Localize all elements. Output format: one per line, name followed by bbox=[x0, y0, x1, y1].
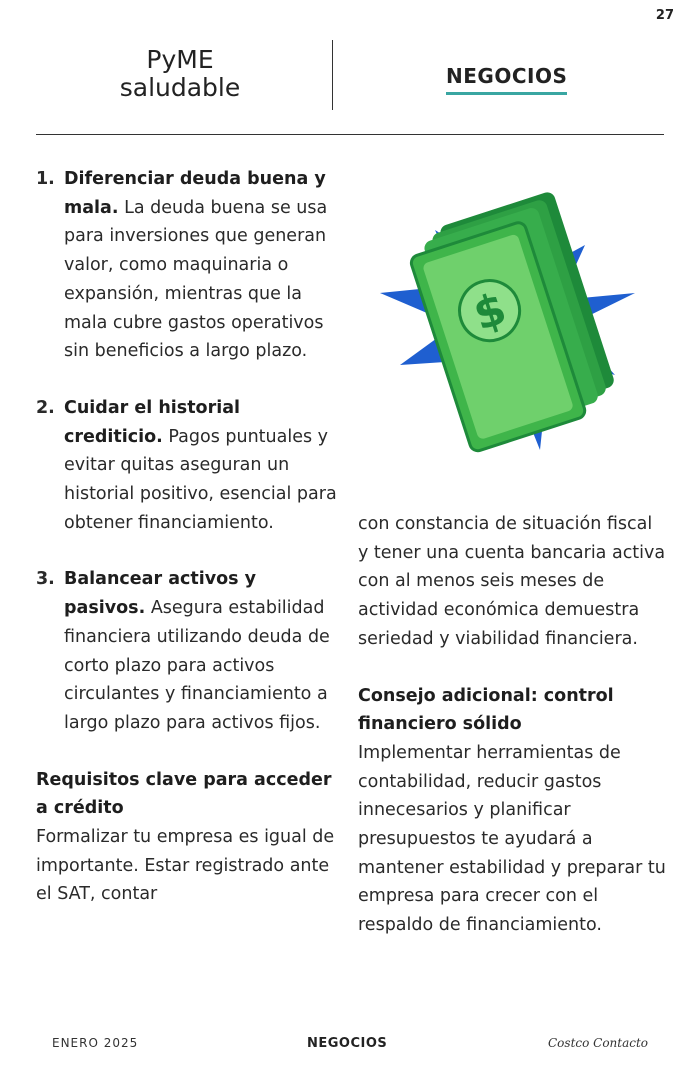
left-column bbox=[36, 165, 342, 909]
list-item bbox=[36, 565, 342, 737]
list-number: 1. bbox=[36, 169, 55, 189]
right-column bbox=[358, 510, 668, 940]
footer-date: ENERO 2025 bbox=[52, 1036, 139, 1050]
section-title: NEGOCIOS bbox=[446, 64, 567, 95]
dollar-symbol: $ bbox=[467, 283, 513, 342]
header-rule bbox=[36, 134, 664, 135]
consejo-text: Implementar herramientas de contabilidad, reducir gastos innecesarios y planificar presupuestos te ayudará a mantener estabilidad y preparar tu empresa para crecer con el respaldo de financiamiento. bbox=[358, 742, 666, 936]
list-item bbox=[36, 165, 342, 366]
requisitos-heading: Requisitos clave para acceder a crédito bbox=[36, 769, 332, 819]
footer-brand: Costco Contacto bbox=[548, 1036, 649, 1050]
brand-logo bbox=[100, 46, 260, 102]
list-item-title: Diferenciar deuda buena y mala. bbox=[64, 169, 326, 218]
consejo-heading: Consejo adicional: control financiero sólido bbox=[358, 685, 614, 735]
list-item-title: Balancear activos y pasivos. bbox=[64, 569, 257, 619]
money-bills-icon bbox=[380, 175, 640, 465]
list-number: 3. bbox=[36, 569, 55, 590]
brand-line-1: PyME bbox=[146, 45, 214, 74]
list-item-text: Asegura estabilidad financiera utilizando deuda de corto plazo para activos circulantes y financiamiento a largo plazo para activos fijos. bbox=[64, 598, 330, 733]
list-item-text: Pagos puntuales y evitar quitas aseguran un historial positivo, esencial para obtener financiamiento. bbox=[64, 426, 337, 533]
requisitos-text: Formalizar tu empresa es igual de importante. Estar registrado ante el SAT, contar bbox=[36, 827, 335, 905]
brand-line-2: saludable bbox=[119, 73, 241, 102]
footer-section: NEGOCIOS bbox=[307, 1036, 388, 1051]
header-divider bbox=[332, 40, 333, 110]
list-item bbox=[36, 394, 342, 538]
list-number: 2. bbox=[36, 397, 55, 418]
list-item-text: La deuda buena se usa para inversiones que generan valor, como maquinaria o expansión, mientras que la mala cubre gastos operativos sin beneficios a largo plazo. bbox=[64, 197, 328, 362]
continuation-text: con constancia de situación fiscal y tener una cuenta bancaria activa con al menos seis meses de actividad económica demuestra seriedad y viabilidad financiera. bbox=[358, 514, 666, 649]
list-item-title: Cuidar el historial crediticio. bbox=[64, 397, 241, 447]
page-number: 27 bbox=[655, 8, 674, 23]
